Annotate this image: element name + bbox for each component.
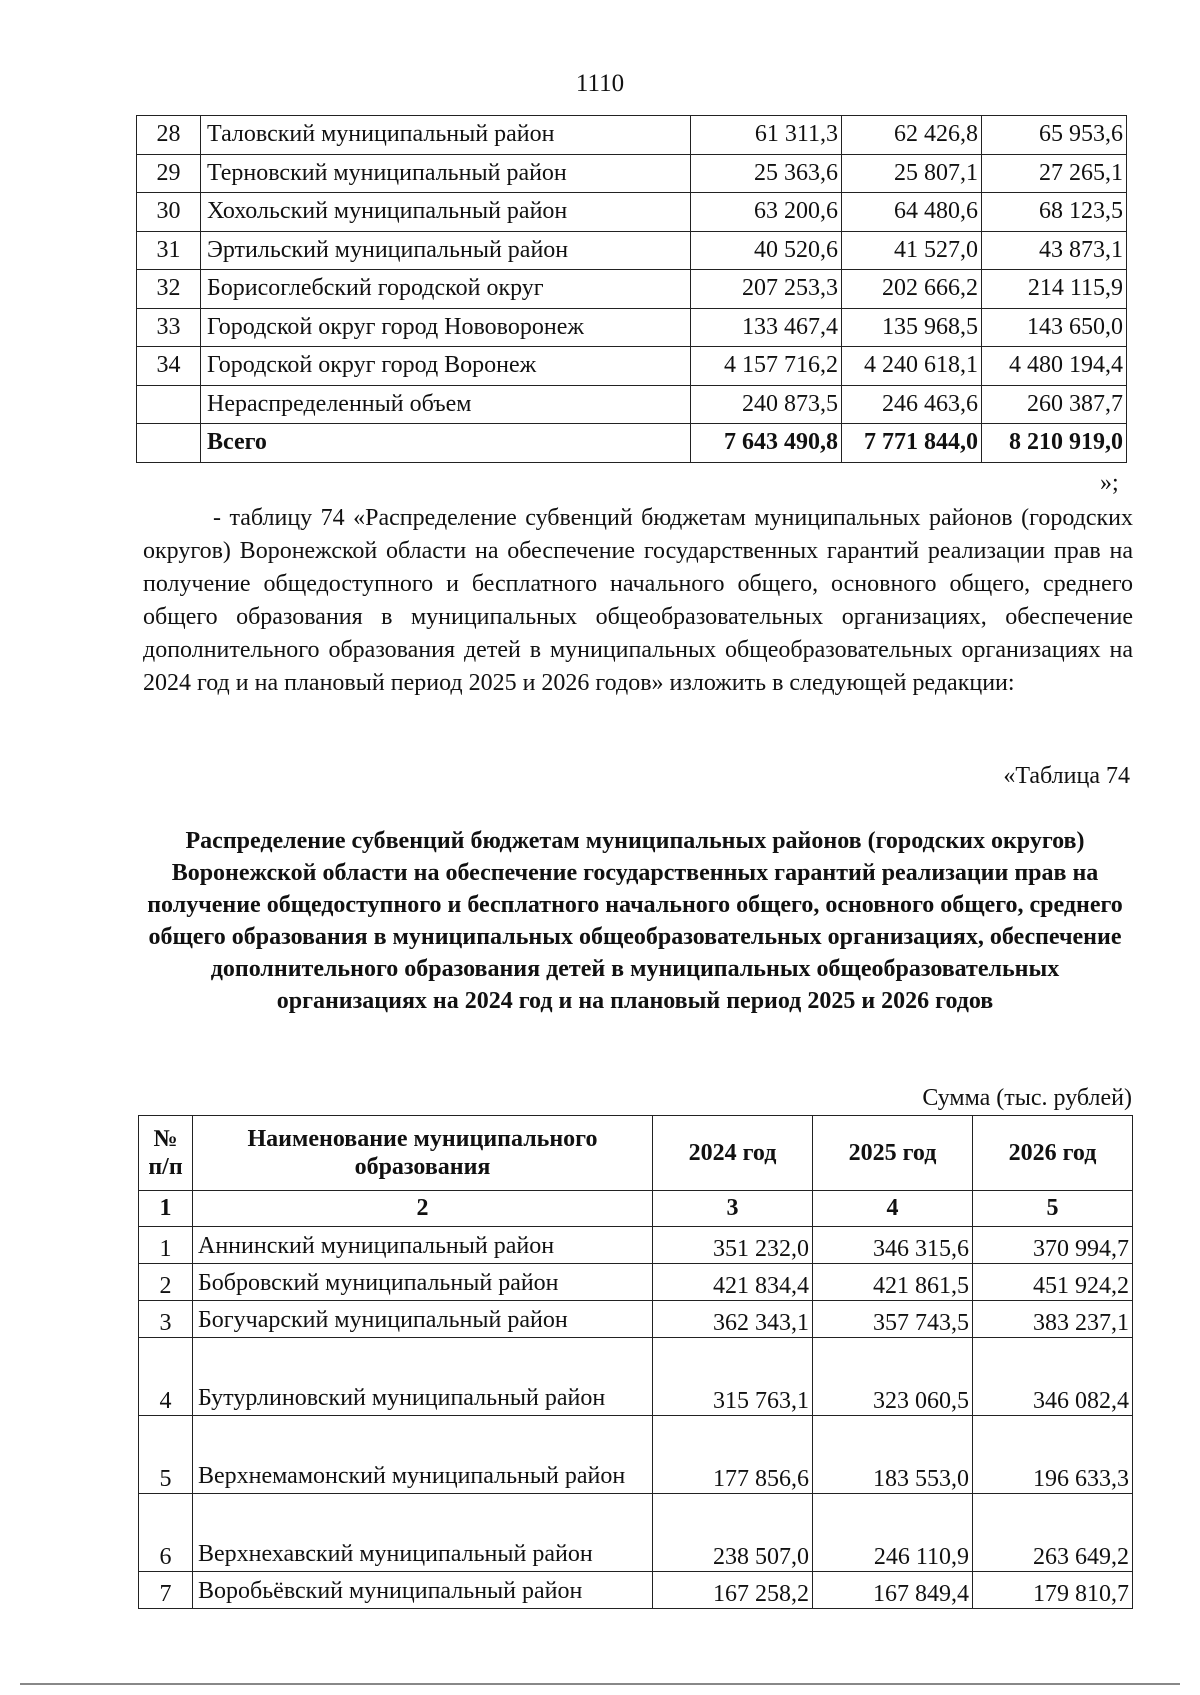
- value-2026: 43 873,1: [982, 231, 1127, 270]
- row-number: 29: [137, 154, 201, 193]
- municipality-name: Городской округ город Нововоронеж: [201, 308, 691, 347]
- table-row: [139, 1572, 1133, 1609]
- amendment-paragraph: - таблицу 74 «Распределение субвенций бюджетам муниципальных районов (городских округов) Воронежской области на обеспечение государственных гарантий реализации прав на получение общедоступного и бесплатного начального общего, основного общего, среднего общего образования в муниципальных общеобразовательных организациях, обеспечение дополнительного образования детей в муниципальных общеобразовательных организациях на 2024 год и на плановый период 2025 и 2026 годов» изложить в следующей редакции:: [143, 505, 1133, 696]
- municipality-name: Богучарский муниципальный район: [193, 1301, 653, 1338]
- value-2024: 167 258,2: [653, 1572, 813, 1609]
- row-number: 3: [139, 1301, 193, 1338]
- distribution-table-continuation: [136, 115, 1127, 463]
- municipality-name: Борисоглебский городской округ: [201, 270, 691, 309]
- value-2025: 246 463,6: [842, 385, 982, 424]
- header-2026: 2026 год: [973, 1116, 1133, 1191]
- value-2024: 207 253,3: [691, 270, 842, 309]
- value-2025: 183 553,0: [813, 1416, 973, 1494]
- table-row: [137, 231, 1127, 270]
- municipality-name: Аннинский муниципальный район: [193, 1227, 653, 1264]
- value-2026: 383 237,1: [973, 1301, 1133, 1338]
- value-2026: 451 924,2: [973, 1264, 1133, 1301]
- value-2026: 65 953,6: [982, 116, 1127, 155]
- value-2026: 196 633,3: [973, 1416, 1133, 1494]
- column-number: 3: [653, 1191, 813, 1227]
- value-2025: 25 807,1: [842, 154, 982, 193]
- table-row: [139, 1227, 1133, 1264]
- municipality-name: Терновский муниципальный район: [201, 154, 691, 193]
- total-2026: 8 210 919,0: [982, 424, 1127, 463]
- municipality-name: Верхнемамонский муниципальный район: [193, 1416, 653, 1494]
- value-2024: 61 311,3: [691, 116, 842, 155]
- value-2026: 68 123,5: [982, 193, 1127, 232]
- table-row: [137, 154, 1127, 193]
- row-number: 7: [139, 1572, 193, 1609]
- value-2025: 202 666,2: [842, 270, 982, 309]
- subvention-table: [138, 1115, 1133, 1609]
- column-number: 4: [813, 1191, 973, 1227]
- row-number: 6: [139, 1494, 193, 1572]
- value-2025: 357 743,5: [813, 1301, 973, 1338]
- header-name: Наименование муниципального образования: [193, 1116, 653, 1191]
- table-row: [139, 1301, 1133, 1338]
- footer-rule: [20, 1683, 1180, 1685]
- row-number: 34: [137, 347, 201, 386]
- value-2024: 40 520,6: [691, 231, 842, 270]
- header-number: № п/п: [139, 1116, 193, 1191]
- value-2026: 214 115,9: [982, 270, 1127, 309]
- value-2025: 246 110,9: [813, 1494, 973, 1572]
- page-number: 1110: [575, 70, 625, 97]
- value-2024: 238 507,0: [653, 1494, 813, 1572]
- header-2025: 2025 год: [813, 1116, 973, 1191]
- column-number: 5: [973, 1191, 1133, 1227]
- value-2024: 315 763,1: [653, 1338, 813, 1416]
- row-number: [137, 385, 201, 424]
- value-2025: 135 968,5: [842, 308, 982, 347]
- value-2026: 143 650,0: [982, 308, 1127, 347]
- table-row: [139, 1416, 1133, 1494]
- value-2026: 346 082,4: [973, 1338, 1133, 1416]
- column-number: 1: [139, 1191, 193, 1227]
- value-2024: 63 200,6: [691, 193, 842, 232]
- row-number: 4: [139, 1338, 193, 1416]
- municipality-name: Бобровский муниципальный район: [193, 1264, 653, 1301]
- header-row: [139, 1116, 1133, 1191]
- row-number: 31: [137, 231, 201, 270]
- row-number: 1: [139, 1227, 193, 1264]
- total-2024: 7 643 490,8: [691, 424, 842, 463]
- column-number: 2: [193, 1191, 653, 1227]
- table-row: [139, 1338, 1133, 1416]
- municipality-name: Хохольский муниципальный район: [201, 193, 691, 232]
- closing-quote: »;: [1100, 470, 1119, 496]
- header-2024: 2024 год: [653, 1116, 813, 1191]
- total-row: [137, 424, 1127, 463]
- value-2025: 323 060,5: [813, 1338, 973, 1416]
- value-2024: 25 363,6: [691, 154, 842, 193]
- table-row: [137, 308, 1127, 347]
- table-row: [137, 193, 1127, 232]
- table-row: [137, 385, 1127, 424]
- value-2025: 167 849,4: [813, 1572, 973, 1609]
- row-number: 2: [139, 1264, 193, 1301]
- row-number: 32: [137, 270, 201, 309]
- row-number: 5: [139, 1416, 193, 1494]
- table-row: [139, 1264, 1133, 1301]
- value-2026: 260 387,7: [982, 385, 1127, 424]
- column-number-row: [139, 1191, 1133, 1227]
- value-2026: 370 994,7: [973, 1227, 1133, 1264]
- row-number: [137, 424, 201, 463]
- value-2026: 27 265,1: [982, 154, 1127, 193]
- municipality-name: Эртильский муниципальный район: [201, 231, 691, 270]
- value-2026: 4 480 194,4: [982, 347, 1127, 386]
- table-title: Распределение субвенций бюджетам муниципальных районов (городских округов) Воронежской области на обеспечение государственных гарантий реализации прав на получение общедоступного и бесплатного начального общего, основного общего, среднего общего образования в муниципальных общеобразовательных организациях, обеспечение дополнительного образования детей в муниципальных общеобразовательных организациях на 2024 год и на плановый период 2025 и 2026 годов: [147, 828, 1123, 1014]
- value-2025: 346 315,6: [813, 1227, 973, 1264]
- municipality-name: Верхнехавский муниципальный район: [193, 1494, 653, 1572]
- value-2024: 351 232,0: [653, 1227, 813, 1264]
- value-2026: 179 810,7: [973, 1572, 1133, 1609]
- row-number: 33: [137, 308, 201, 347]
- units-label: Сумма (тыс. рублей): [922, 1085, 1132, 1111]
- value-2024: 177 856,6: [653, 1416, 813, 1494]
- table-row: [139, 1494, 1133, 1572]
- value-2025: 41 527,0: [842, 231, 982, 270]
- value-2026: 263 649,2: [973, 1494, 1133, 1572]
- value-2024: 133 467,4: [691, 308, 842, 347]
- value-2025: 4 240 618,1: [842, 347, 982, 386]
- row-number: 28: [137, 116, 201, 155]
- table-row: [137, 116, 1127, 155]
- value-2024: 4 157 716,2: [691, 347, 842, 386]
- municipality-name: Таловский муниципальный район: [201, 116, 691, 155]
- value-2025: 421 861,5: [813, 1264, 973, 1301]
- table-label: «Таблица 74: [1003, 763, 1130, 789]
- total-2025: 7 771 844,0: [842, 424, 982, 463]
- table-row: [137, 347, 1127, 386]
- value-2025: 62 426,8: [842, 116, 982, 155]
- value-2024: 421 834,4: [653, 1264, 813, 1301]
- value-2024: 240 873,5: [691, 385, 842, 424]
- municipality-name: Городской округ город Воронеж: [201, 347, 691, 386]
- row-number: 30: [137, 193, 201, 232]
- municipality-name: Воробьёвский муниципальный район: [193, 1572, 653, 1609]
- municipality-name: Бутурлиновский муниципальный район: [193, 1338, 653, 1416]
- value-2025: 64 480,6: [842, 193, 982, 232]
- total-label: Всего: [201, 424, 691, 463]
- municipality-name: Нераспределенный объем: [201, 385, 691, 424]
- table-row: [137, 270, 1127, 309]
- value-2024: 362 343,1: [653, 1301, 813, 1338]
